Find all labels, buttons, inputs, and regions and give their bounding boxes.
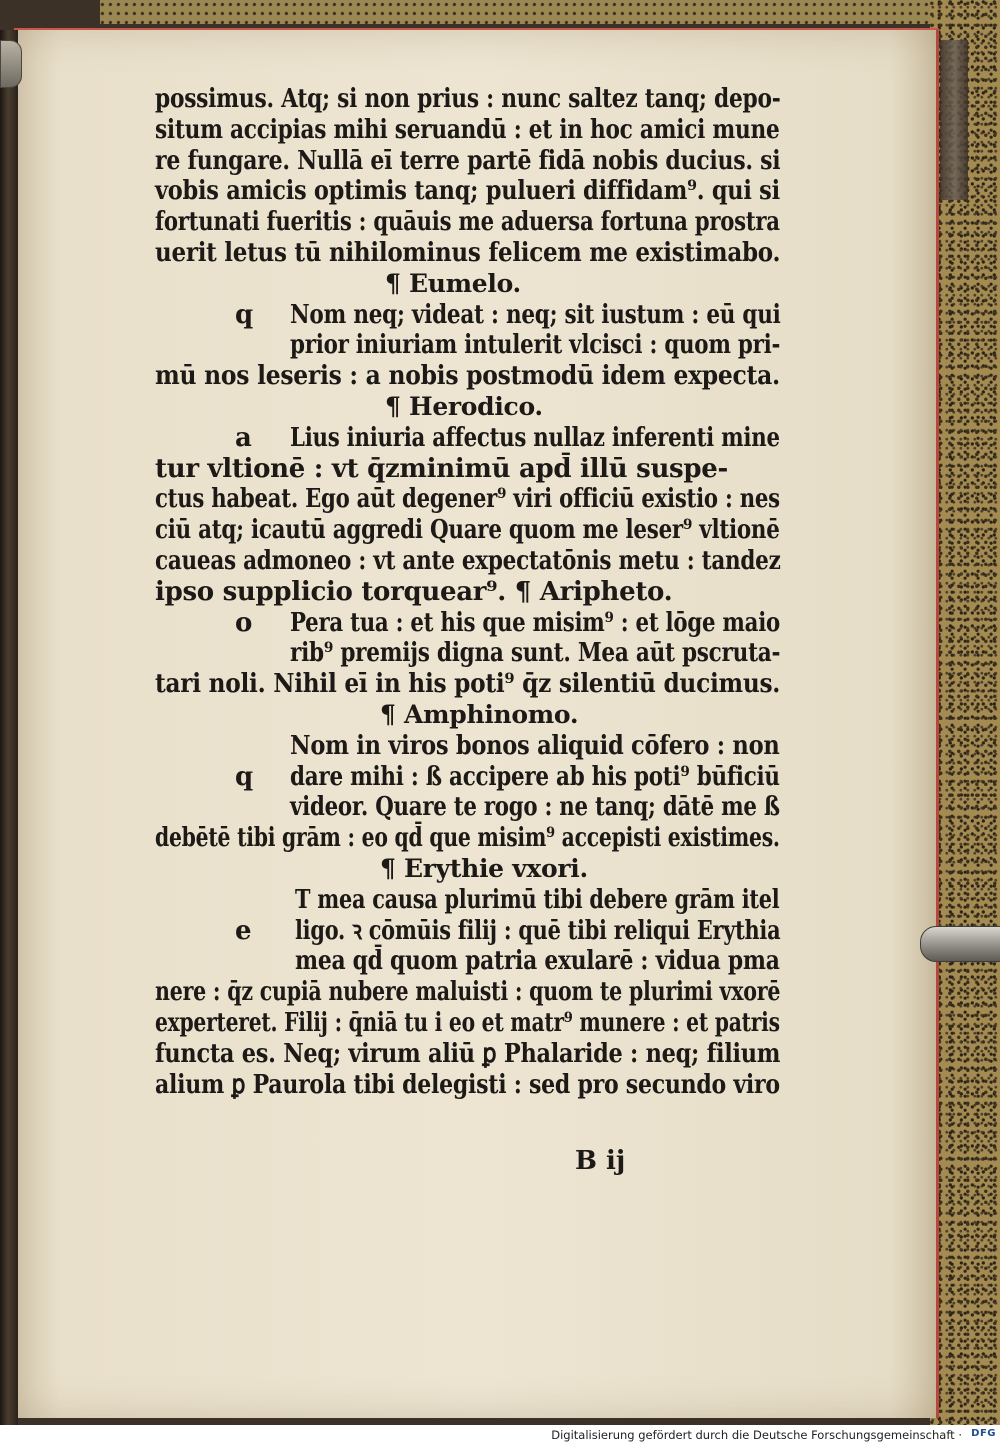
line-text: Lius iniuria affectus nullaz inferenti mine	[290, 422, 780, 453]
line-text: ¶ Eumelo.	[385, 268, 521, 298]
line-text: ctus habeat. Ego aūt degener⁹ viri officiū existio : nes	[155, 484, 780, 515]
text-line	[155, 114, 780, 146]
initial-guide-letter: e	[235, 915, 252, 946]
line-text: dare mihi : ß accipere ab his poti⁹ būficiū	[290, 761, 780, 792]
line-text: mea qd̄ quom patria exularē : vidua pma	[295, 946, 780, 977]
text-line	[155, 1069, 780, 1101]
binding-edge	[0, 30, 18, 1425]
line-text: ¶ Amphinomo.	[380, 699, 579, 729]
line-text: vobis amicis optimis tanq; pulueri diffidam⁹. qui si	[155, 176, 780, 207]
marbled-cover-board	[930, 0, 1000, 1425]
text-line	[155, 330, 781, 361]
text-line	[155, 207, 780, 238]
text-line	[155, 977, 781, 1008]
signature-mark: B ij	[575, 1146, 626, 1176]
letter-heading	[155, 700, 775, 731]
line-text: debētē tibi grām : eo qd̄ que misim⁹ accepisti existimes.	[155, 823, 780, 854]
initial-guide-letter: q	[235, 761, 253, 792]
left-clasp-icon	[0, 40, 22, 88]
text-line	[155, 884, 780, 916]
line-text: experteret. Filij : q̄niā tu i eo et matr⁹ munere : et patris	[155, 1007, 780, 1038]
text-line	[155, 607, 780, 639]
text-line	[155, 545, 781, 577]
text-line	[155, 946, 780, 977]
line-text: ciū atq; icautū aggredi Quare quom me leser⁹ vltionē	[155, 515, 780, 546]
text-line	[155, 84, 781, 115]
line-text: nere : q̄z cupiā nubere maluisti : quom te plurimi vxorē	[155, 977, 781, 1008]
line-text: Pera tua : et his que misim⁹ : et lōge maio	[290, 607, 780, 638]
text-line	[155, 176, 780, 207]
letter-heading	[155, 269, 775, 300]
text-line	[155, 915, 781, 947]
line-text: ipso supplicio torquear⁹. ¶ Aripheto.	[155, 576, 673, 607]
line-text: ¶ Herodico.	[385, 391, 543, 421]
line-text: tur vltionē : vt q̄zminimū apd̄ illū suspe-	[155, 453, 729, 484]
text-line	[155, 299, 781, 331]
initial-guide-letter: q	[235, 299, 253, 330]
line-text: prior iniuriam intulerit vlcisci : quom pri-	[290, 330, 781, 361]
text-block	[155, 84, 781, 1100]
footer-bar	[0, 1425, 1000, 1447]
text-line	[155, 792, 780, 823]
footer-credit: Digitalisierung gefördert durch die Deutsche Forschungsgemeinschaft ·	[551, 1428, 962, 1442]
initial-guide-letter: o	[235, 607, 253, 638]
text-line	[155, 638, 781, 669]
text-line	[155, 515, 780, 546]
text-line	[155, 422, 780, 454]
line-text: situm accipias mihi seruandū : et in hoc amici mune	[155, 114, 780, 145]
line-text: mū nos leseris : a nobis postmodū idem expecta.	[155, 361, 780, 392]
text-line	[155, 730, 780, 762]
text-line	[155, 145, 781, 177]
cover-board-top	[100, 0, 1000, 24]
line-text: caueas admoneo : vt ante expectatōnis metu : tandez	[155, 545, 781, 576]
line-text: ligo. ꝛ cōmūis filij : quē tibi reliqui Erythia	[295, 915, 781, 946]
line-text: T mea causa plurimū tibi debere grām itel	[295, 884, 780, 915]
text-line	[155, 1038, 781, 1070]
letter-heading	[155, 854, 775, 885]
text-line	[155, 1007, 780, 1039]
text-line	[155, 361, 780, 392]
line-text: fortunati fueritis : quāuis me aduersa fortuna prostra	[155, 207, 780, 238]
line-text: functa es. Neq; virum aliū ꝑ Phalaride : neq; filium	[155, 1038, 781, 1069]
text-line	[155, 761, 780, 793]
cover-shadow	[940, 40, 968, 200]
text-line	[155, 237, 781, 269]
line-text: rib⁹ premijs digna sunt. Mea aūt pscruta-	[290, 638, 781, 669]
initial-guide-letter: a	[235, 422, 252, 453]
right-clasp-icon	[920, 926, 1000, 962]
letter-heading	[155, 392, 775, 423]
line-text: uerit letus tū nihilominus felicem me existimabo.	[155, 237, 781, 268]
text-line	[155, 823, 780, 854]
line-text: Nom neq; videat : neq; sit iustum : eū qui	[290, 299, 781, 330]
line-text: possimus. Atq; si non prius : nunc saltez tanq; depo-	[155, 84, 781, 114]
line-text: re fungare. Nullā eī terre partē fidā nobis ducius. si	[155, 145, 781, 176]
text-line	[155, 484, 780, 515]
text-line	[155, 454, 775, 485]
text-line	[155, 577, 775, 608]
line-text: Nom in viros bonos aliquid cōfero : non	[290, 730, 780, 761]
dfg-logo: DFG	[971, 1428, 996, 1439]
line-text: tari noli. Nihil eī in his poti⁹ q̄z silentiū ducimus.	[155, 669, 781, 700]
line-text: ¶ Erythie vxori.	[380, 853, 588, 883]
text-line	[155, 669, 781, 700]
line-text: alium ꝑ Paurola tibi delegisti : sed pro secundo viro	[155, 1069, 780, 1100]
line-text: videor. Quare te rogo : ne tanq; dātē me ß	[290, 792, 780, 823]
